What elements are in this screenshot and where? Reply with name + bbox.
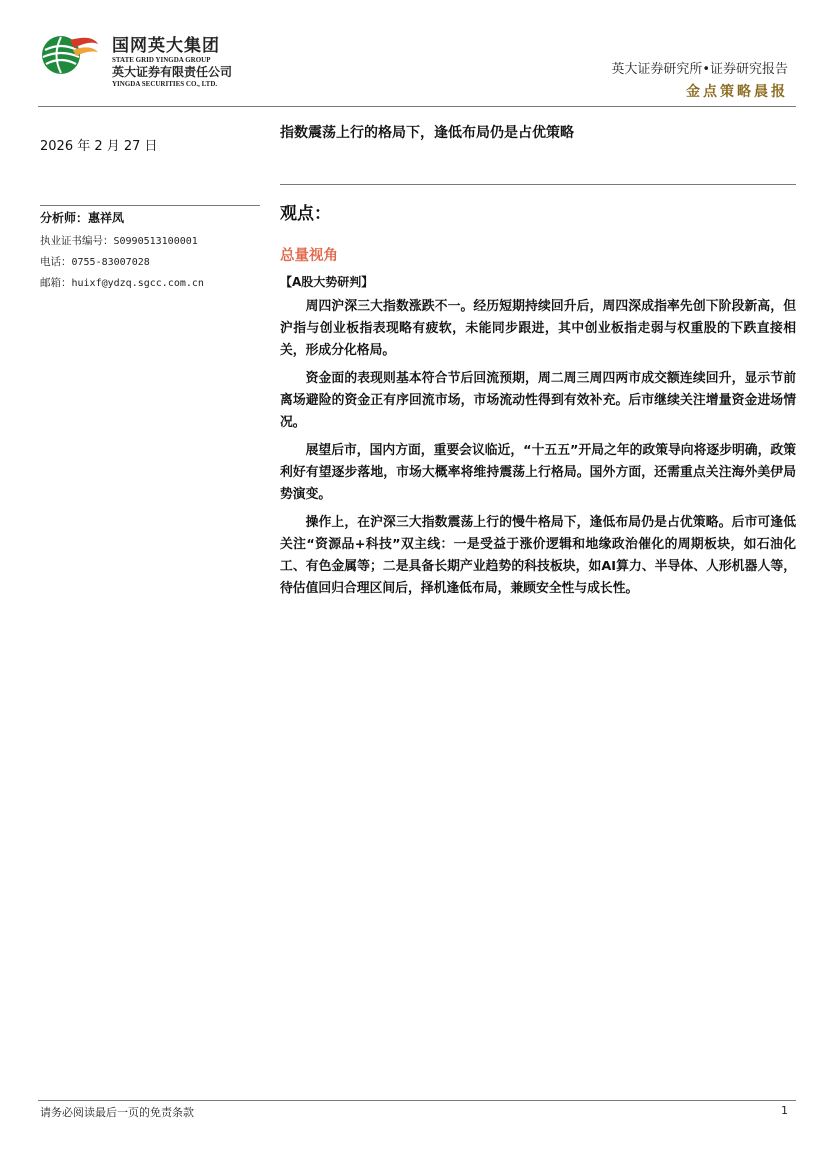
logo-company-name-cn: 国网英大集团 xyxy=(112,36,220,56)
paragraph: 操作上，在沪深三大指数震荡上行的慢牛格局下，逢低布局仍是占优策略。后市可逢低关注“资源品+科技”双主线：一是受益于涨价逻辑和地缘政治催化的周期板块，如石油化工、有色金属等；二是具备长期产业趋势的科技板块，如AI算力、半导体、人形机器人等，待估值回归合理区间后，择机逢低布局，兼顾安全性与成长性。 xyxy=(280,515,796,596)
report-series-title: 金点策略晨报 xyxy=(686,84,788,100)
institute-label: 英大证券研究所•证券研究报告 xyxy=(611,62,788,77)
report-date: 2026 年 2 月 27 日 xyxy=(40,139,158,154)
company-logo xyxy=(40,32,280,96)
phone-value: 0755-83007028 xyxy=(71,257,150,268)
analyst-divider xyxy=(40,205,260,206)
paragraph: 展望后市，国内方面，重要会议临近，“十五五”开局之年的政策导向将逐步明确，政策利好有望逐步落地，市场大概率将维持震荡上行格局。国外方面，还需重点关注海外美伊局势演变。 xyxy=(280,443,796,502)
footer-divider xyxy=(38,1100,796,1101)
paragraph: 资金面的表现则基本符合节后回流预期，周二周三周四两市成交额连续回升，显示节前离场避险的资金正有序回流市场，市场流动性得到有效补充。后市继续关注增量资金进场情况。 xyxy=(280,371,796,430)
logo-subsidiary-name-en: YINGDA SECURITIES CO., LTD. xyxy=(112,80,218,88)
footer-disclaimer: 请务必阅读最后一页的免责条款 xyxy=(40,1106,194,1119)
email-value[interactable]: huixf@ydzq.sgcc.com.cn xyxy=(71,278,204,289)
phone-label: 电话： xyxy=(40,256,72,268)
analyst-phone xyxy=(40,254,150,269)
header-divider xyxy=(38,106,796,107)
paragraph: 周四沪深三大指数涨跌不一。经历短期持续回升后，周四深成指率先创下阶段新高，但沪指与创业板指表现略有疲软，未能同步跟进，其中创业板指走弱与权重股的下跌直接相关，形成分化格局。 xyxy=(280,299,796,358)
email-label: 邮箱： xyxy=(40,277,72,289)
page-number: 1 xyxy=(781,1104,788,1117)
cert-value: S0990513100001 xyxy=(113,236,198,247)
logo-subsidiary-name-cn: 英大证券有限责任公司 xyxy=(112,65,233,79)
title-divider xyxy=(280,184,796,185)
report-title: 指数震荡上行的格局下，逢低布局仍是占优策略 xyxy=(280,125,574,141)
article-body xyxy=(280,296,796,606)
analyst-email xyxy=(40,275,204,290)
section-heading: 观点： xyxy=(280,204,331,224)
analyst-cert-number xyxy=(40,233,198,248)
cert-label: 执业证书编号： xyxy=(40,235,114,247)
section-tag: 【A股大势研判】 xyxy=(280,275,374,289)
logo-company-name-en: STATE GRID YINGDA GROUP xyxy=(112,56,211,64)
subheading: 总量视角 xyxy=(280,248,338,264)
state-grid-globe-icon xyxy=(40,34,100,76)
analyst-name: 分析师：惠祥凤 xyxy=(40,211,125,225)
